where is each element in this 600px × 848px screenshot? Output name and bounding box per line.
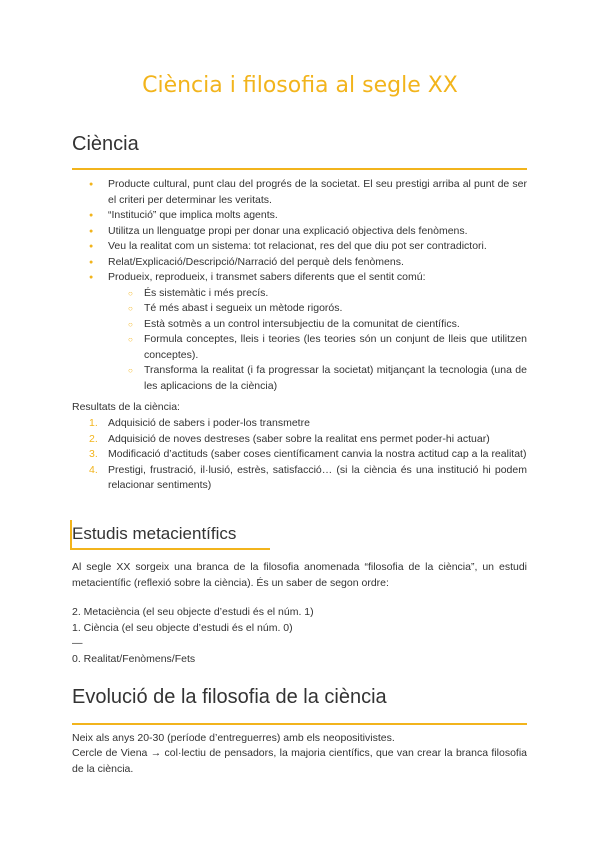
sub-list-item: ○ Està sotmès a un control intersubjectiu de la comunitat de científics. [108, 317, 527, 333]
ciencia-bullet-list [72, 177, 527, 394]
list-item: ● Producte cultural, punt clau del progrés de la societat. El seu prestigi arriba al punt de ser el criteri per determinar les veritats. [72, 177, 527, 208]
order-line: 0. Realitat/Fenòmens/Fets [72, 653, 196, 665]
list-item: ● Produeix, reprodueix, i transmet sabers diferents que el sentit comú: ○ És sistemàtic i més precís. ○ Té més abast i segueix un mètode rigorós. ○ Està sotmès a un control intersubjectiu de la comunitat de científics. ○ Formula conceptes, lleis i teories (les teories són un conjunt de lleis que utilitzen conceptes). ○ Transforma la realitat (i fa progressar la societat) mitjançant la tecnologia (una de les aplicacions de la ciència) [72, 270, 527, 394]
list-number: 3. [89, 448, 98, 460]
heading-underline [72, 168, 527, 170]
document-title: Ciència i filosofia al segle XX [142, 73, 458, 98]
list-number: 4. [89, 463, 98, 476]
order-separator: — [72, 637, 83, 649]
list-number: 1. [89, 417, 98, 429]
heading-underline [70, 548, 270, 550]
heading-underline [72, 723, 527, 725]
section-heading-metacientifics: Estudis metacientífics [72, 524, 237, 543]
section-heading-evolucio: Evolució de la filosofia de la ciència [72, 686, 387, 708]
evolucio-paragraph: Cercle de Viena → col·lectiu de pensadors, la majoria científics, que van crear la branca filosofia de la ciència. [72, 747, 527, 775]
results-list [72, 416, 527, 494]
section-heading-ciencia: Ciència [72, 133, 139, 155]
sub-list-item: ○ És sistemàtic i més precís. [108, 286, 527, 302]
list-item: ● Utilitza un llenguatge propi per donar una explicació objectiva dels fenòmens. [72, 224, 527, 240]
sub-list-item: ○ Té més abast i segueix un mètode rigorós. [108, 301, 527, 317]
list-item: ● “Institució” que implica molts agents. [72, 208, 527, 224]
sub-bullet-list [108, 286, 527, 395]
list-item: ● Veu la realitat com un sistema: tot relacionat, res del que diu pot ser contradictori. [72, 239, 527, 255]
meta-paragraph: Al segle XX sorgeix una branca de la filosofia anomenada “filosofia de la ciència”, un estudi metacientífic (reflexió sobre la ciència). És un saber de segon ordre: [72, 561, 527, 589]
evolucio-paragraph: Neix als anys 20-30 (període d’entreguerres) amb els neopositivistes. [72, 732, 395, 744]
list-item: 4. Prestigi, frustració, il·lusió, estrès, satisfacció… (si la ciència és una institució hi podem relacionar sentiments) [89, 463, 527, 491]
sub-list-item: ○ Formula conceptes, lleis i teories (les teories són un conjunt de lleis que utilitzen conceptes). [108, 332, 527, 363]
list-item: 1. Adquisició de sabers i poder-los transmetre [72, 416, 527, 432]
list-item: 2. Adquisició de noves destreses (saber sobre la realitat ens permet poder-hi actuar) [72, 432, 527, 448]
results-label: Resultats de la ciència: [72, 401, 180, 413]
sub-list-item: ○ Transforma la realitat (i fa progressar la societat) mitjançant la tecnologia (una de les aplicacions de la ciència) [108, 363, 527, 394]
list-item: 3. Modificació d’actituds (saber coses científicament canvia la nostra actitud cap a la realitat) [72, 447, 527, 463]
order-line: 2. Metaciència (el seu objecte d’estudi és el núm. 1) [72, 606, 314, 618]
order-line: 1. Ciència (el seu objecte d’estudi és el núm. 0) [72, 622, 293, 634]
list-number: 2. [89, 432, 98, 445]
list-item: ● Relat/Explicació/Descripció/Narració del perquè dels fenòmens. [72, 255, 527, 271]
